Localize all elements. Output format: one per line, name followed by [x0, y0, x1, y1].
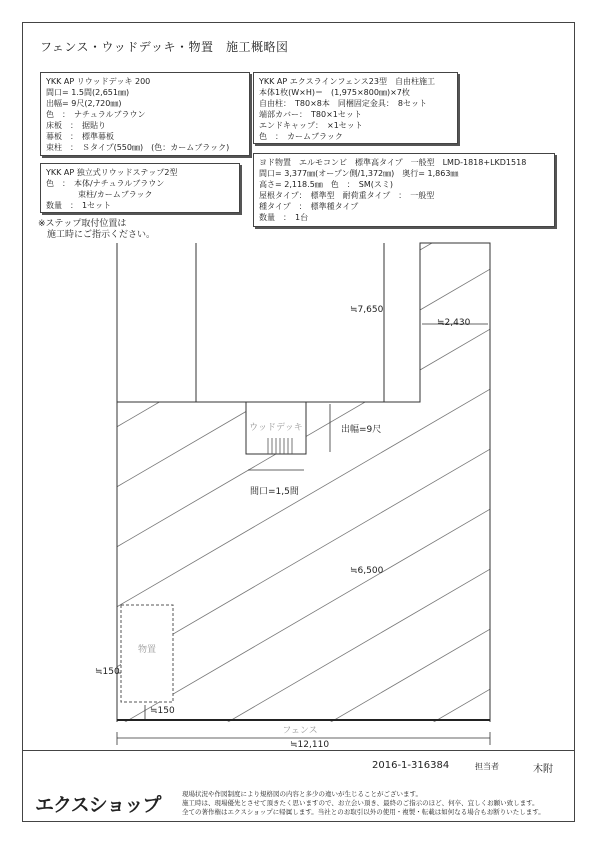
fence-spec-line: YKK AP エクスラインフェンス23型 自由柱施工: [259, 77, 435, 86]
deck-spec-line: 床板 ： 据貼り: [46, 121, 106, 130]
deck-spec-line: YKK AP リウッドデッキ 200: [46, 77, 151, 86]
dim-6500: ≒6,500: [350, 566, 384, 576]
note-line: ※ステップ取付位置は: [38, 219, 127, 229]
deck-spec-line: 色 ： ナチュラルブラウン: [46, 110, 146, 119]
disclaimer: [182, 790, 545, 817]
disclaimer-line: 施工時は、現場優先とさせて頂きたく思いますので、お立会い頂き、最終のご指示のほど、何卒、宜しくお願い致します。: [182, 799, 539, 807]
deck-spec-line: 幕板 ： 標準幕板: [46, 132, 114, 141]
storage-spec-line: 間口= 3,377㎜(オープン側/1,372㎜) 奥行= 1,863㎜: [259, 169, 459, 178]
step-spec-line: 束柱/カームブラック: [46, 190, 153, 199]
disclaimer-line: 全ての著作権はエクスショップに帰属します。当社とのお取引以外の使用・複製・転載は如何なる場合もお断りいたします。: [182, 808, 545, 816]
fence-spec-line: 自由柱： T80×8本 同梱固定金具： 8セット: [259, 99, 427, 108]
storage-spec-line: ヨド物置 エルモコンビ 標準高タイプ 一般型 LMD-1818+LKD1518: [259, 158, 527, 167]
dim-7650: ≒7,650: [350, 305, 384, 315]
deck-spec-line: 束柱 ： Ｓタイプ(550㎜) (色：カームブラック): [46, 143, 230, 152]
deck-spec-line: 間口= 1.5間(2,651㎜): [46, 88, 130, 97]
deck-width-dim: 間口=1,5間: [250, 487, 299, 497]
step-spec-line: 数量 ： 1セット: [46, 201, 112, 210]
dim-12110: ≒12,110: [290, 740, 330, 750]
disclaimer-line: 現場状況や作図制度により規格図の内容と多少の違いが生じることがございます。: [182, 790, 422, 798]
step-spec-line: 色 ： 本体/ナチュラルブラウン: [46, 179, 165, 188]
storage-label: 物置: [137, 645, 157, 655]
fence-spec-line: 色 ： カームブラック: [259, 132, 343, 141]
fence-label: フェンス: [282, 726, 318, 736]
fence-spec-line: 端部カバー： T80×1セット: [259, 110, 362, 119]
storage-spec-line: 屋根タイプ： 標準型 耐荷重タイプ ： 一般型: [259, 191, 435, 200]
company-logo: エクスショップ: [35, 794, 161, 816]
page-title: フェンス・ウッドデッキ・物置 施工概略図: [40, 40, 289, 54]
fence-spec-line: エンドキャップ： ×1セット: [259, 121, 363, 130]
deck-depth-dim: 出幅=9尺: [341, 425, 382, 435]
note-line: 施工時にご指示ください。: [38, 230, 156, 240]
document-number: 2016-1-316384: [372, 760, 450, 771]
footer-divider: [22, 750, 575, 751]
deck-label: ウッドデッキ: [249, 423, 303, 433]
storage-spec-line: 種タイプ ： 標準種タイプ: [259, 202, 359, 211]
dim-150-left: ≒150: [95, 667, 120, 677]
storage-spec-line: 高さ= 2,118.5㎜ 色 ： SM(スミ): [259, 180, 394, 189]
deck-spec-line: 出幅= 9尺(2,720㎜): [46, 99, 122, 108]
step-spec-line: YKK AP 独立式リウッドステップ2型: [46, 168, 178, 177]
dim-2430: ≒2,430: [437, 318, 471, 328]
storage-spec-line: 数量 ： 1台: [259, 213, 309, 222]
dim-150-bottom: ≒150: [150, 706, 175, 716]
person-in-charge-name: 木附: [533, 764, 553, 775]
person-in-charge-label: 担当者: [475, 762, 499, 771]
fence-spec-line: 本体1枚(W×H)＝ (1,975×800㎜)×7枚: [259, 88, 410, 97]
